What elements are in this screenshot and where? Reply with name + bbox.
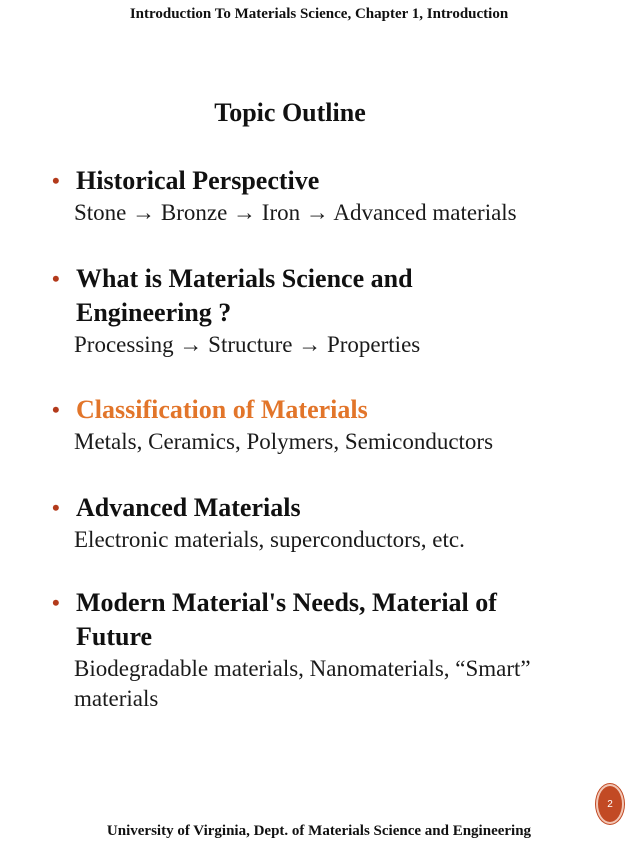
topic-heading-text: Advanced Materials (76, 493, 301, 522)
topic-heading (52, 586, 612, 654)
topic-detail: Electronic materials, superconductors, etc. (74, 527, 465, 552)
bullet-icon: • (52, 168, 60, 193)
topic-heading (52, 491, 612, 525)
topic-advanced-materials (52, 491, 612, 555)
bullet-icon: • (52, 266, 60, 291)
topic-detail: Biodegradable materials, Nanomaterials, “Smart” materials (74, 656, 531, 711)
topic-historical-perspective (52, 164, 612, 228)
topic-heading-text: Modern Material's Needs, Material of Future (76, 588, 497, 651)
topic-heading (52, 393, 612, 427)
topic-heading (52, 164, 612, 198)
page-number-badge: 2 (596, 784, 624, 824)
page-header: Introduction To Materials Science, Chapter 1, Introduction (129, 6, 509, 22)
topic-modern-needs (52, 586, 612, 714)
topic-detail: Stone → Bronze → Iron → Advanced materials (74, 200, 517, 225)
topic-classification (52, 393, 612, 457)
topic-detail: Metals, Ceramics, Polymers, Semiconductors (74, 429, 494, 454)
bullet-icon: • (52, 590, 60, 615)
topic-heading-text: Historical Perspective (76, 166, 320, 195)
bullet-icon: • (52, 397, 60, 422)
topic-heading (52, 262, 612, 330)
slide-title: Topic Outline (214, 98, 366, 127)
topic-heading-text: What is Materials Science and Engineering ? (76, 264, 413, 327)
topic-what-is-mse (52, 262, 612, 360)
topic-detail: Processing → Structure → Properties (74, 332, 421, 357)
topic-heading-text: Classification of Materials (76, 395, 368, 424)
bullet-icon: • (52, 495, 60, 520)
page-footer: University of Virginia, Dept. of Materials Science and Engineering (106, 823, 532, 839)
